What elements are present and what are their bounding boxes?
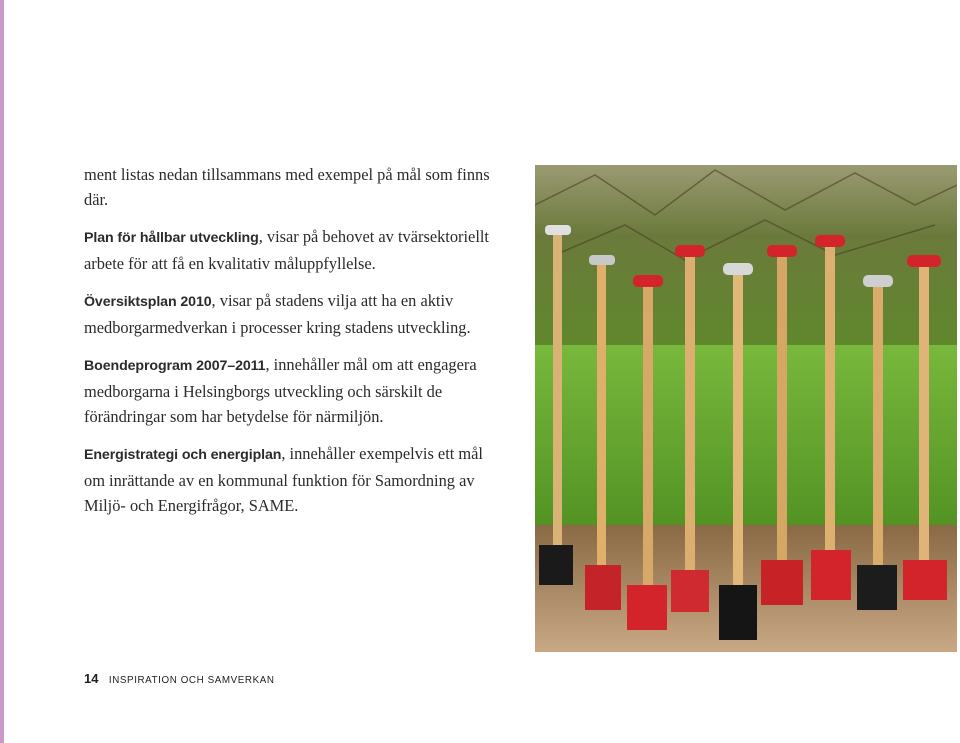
spades-photo <box>535 165 957 652</box>
oversiktsplan-paragraph <box>84 288 492 340</box>
boendeprogram-text: , innehåller mål om att engagera medborgarna i Helsingborgs utveckling och särskilt de förändringar som har betydelse för närmiljön. <box>84 355 477 426</box>
boendeprogram-paragraph <box>84 352 492 429</box>
oversiktsplan-heading: Översiktsplan 2010 <box>84 294 212 310</box>
intro-paragraph: ment listas nedan tillsammans med exempel på mål som finns där. <box>84 165 490 209</box>
page-number: 14 <box>84 671 99 686</box>
energistrategi-text: , innehåller exempelvis ett mål om inrättande av en kommunal funktion för Samordning av Miljö- och Energifrågor, SAME. <box>84 444 483 515</box>
energistrategi-paragraph <box>84 441 492 518</box>
oversiktsplan-text: , visar på stadens vilja att ha en aktiv medborgarmedverkan i processer kring stadens utveckling. <box>84 291 471 337</box>
body-text <box>84 162 492 530</box>
page-edge-stripe <box>0 0 4 743</box>
page-footer <box>84 670 275 688</box>
plan-text: , visar på behovet av tvärsektoriellt arbete för att få en kvalitativ måluppfyllelse. <box>84 227 489 273</box>
section-title: INSPIRATION OCH SAMVERKAN <box>108 675 275 686</box>
boendeprogram-heading: Boendeprogram 2007–2011 <box>84 358 266 374</box>
plan-paragraph <box>84 224 492 276</box>
energistrategi-heading: Energistrategi och energiplan <box>84 447 282 463</box>
plan-heading: Plan för hållbar utveckling <box>84 230 259 246</box>
